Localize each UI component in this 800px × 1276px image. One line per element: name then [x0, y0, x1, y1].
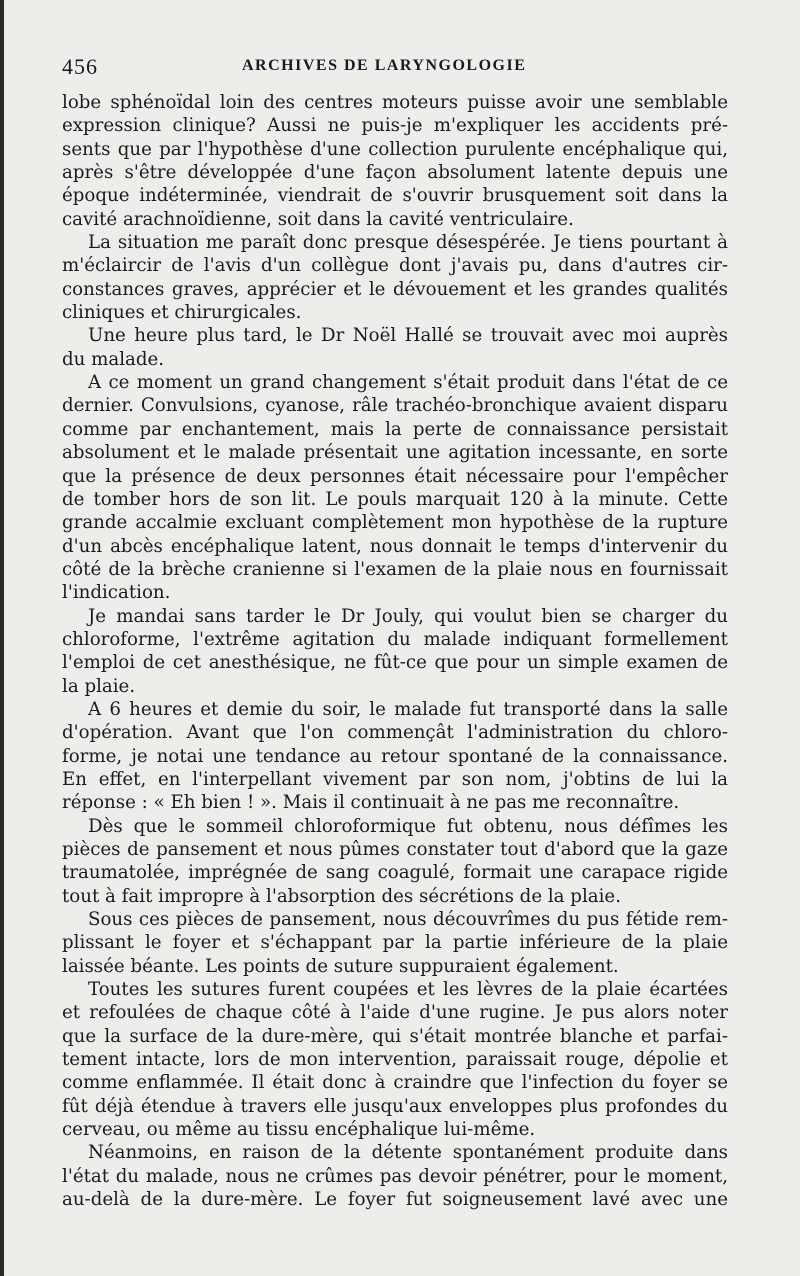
text-line: l'état du malade, nous ne crûmes pas devoir pénétrer, pour le moment, [62, 1165, 728, 1187]
text-line: Dès que le sommeil chloroformique fut obtenu, nous défîmes les [88, 815, 728, 837]
text-line: d'un abcès encéphalique latent, nous donnait le temps d'intervenir du [62, 535, 728, 557]
text-line: dernier. Convulsions, cyanose, râle trachéo-bronchique avaient disparu [62, 395, 728, 417]
text-line: et refoulées de chaque côté à l'aide d'une rugine. Je pus alors noter [62, 1002, 728, 1024]
text-line: comme enflammée. Il était donc à craindre que l'infection du foyer se [62, 1072, 728, 1094]
text-line: absolument et le malade présentait une agitation incessante, en sorte [62, 442, 728, 464]
text-line: Une heure plus tard, le Dr Noël Hallé se trouvait avec moi auprès [88, 325, 728, 347]
text-line: la plaie. [62, 675, 136, 697]
journal-title: ARCHIVES DE LARYNGOLOGIE [242, 57, 527, 74]
text-line: que la surface de la dure-mère, qui s'était montrée blanche et parfai- [62, 1025, 728, 1047]
text-line: tement intacte, lors de mon intervention, paraissait rouge, dépolie et [62, 1049, 728, 1071]
text-line: l'indication. [62, 582, 171, 604]
text-line: pièces de pansement et nous pûmes constater tout d'abord que la gaze [62, 839, 728, 860]
text-line: expression clinique? Aussi ne puis-je m'expliquer les accidents pré- [62, 115, 728, 137]
text-line: l'emploi de cet anesthésique, ne fût-ce que pour un simple examen de [62, 652, 728, 674]
body-text [62, 91, 728, 1212]
text-line: lobe sphénoïdal loin des centres moteurs puisse avoir une semblable [62, 92, 728, 113]
text-line: cavité arachnoïdienne, soit dans la cavité ventriculaire. [62, 208, 574, 230]
text-line: que la présence de deux personnes était nécessaire pour l'empêcher [62, 465, 728, 487]
page-number: 456 [62, 54, 98, 79]
text-line: forme, je notai une tendance au retour spontané de la connaissance. [62, 745, 728, 767]
text-line: de tomber hors de son lit. Le pouls marquait 120 à la minute. Cette [62, 488, 728, 510]
text-line: La situation me paraît donc presque désespérée. Je tiens pourtant à [88, 232, 728, 254]
text-line: Je mandai sans tarder le Dr Jouly, qui voulut bien se charger du [88, 605, 728, 627]
text-line: Sous ces pièces de pansement, nous découvrîmes du pus fétide rem- [88, 909, 728, 931]
text-line: fût déjà étendue à travers elle jusqu'aux enveloppes plus profondes du [62, 1095, 728, 1117]
text-line: cerveau, ou même au tissu encéphalique lui-même. [62, 1119, 536, 1141]
text-line: au-delà de la dure-mère. Le foyer fut soigneusement lavé avec une [62, 1189, 728, 1211]
text-line: d'opération. Avant que l'on commençât l'administration du chloro- [62, 722, 728, 744]
text-line: après s'être développée d'une façon absolument latente depuis une [62, 162, 728, 184]
text-line: sents que par l'hypothèse d'une collection purulente encéphalique qui, [62, 138, 728, 160]
text-line: A ce moment un grand changement s'était produit dans l'état de ce [88, 372, 728, 394]
text-line: traumatolée, imprégnée de sang coagulé, formait une carapace rigide [62, 862, 728, 884]
text-line: constances graves, apprécier et le dévouement et les grandes qualités [62, 278, 728, 300]
text-line: côté de la brèche cranienne si l'examen de la plaie nous en fournissait [62, 558, 728, 580]
text-line: A 6 heures et demie du soir, le malade fut transporté dans la salle [88, 698, 728, 720]
text-line: Néanmoins, en raison de la détente spontanément produite dans [88, 1142, 728, 1164]
text-line: comme par enchantement, mais la perte de connaissance persistait [62, 418, 728, 440]
text-line: plissant le foyer et s'échappant par la partie inférieure de la plaie [62, 932, 728, 954]
text-line: cliniques et chirurgicales. [62, 302, 302, 324]
text-line: époque indéterminée, viendrait de s'ouvrir brusquement soit dans la [62, 185, 728, 207]
page-edge-shadow [0, 0, 4, 1276]
text-line: laissée béante. Les points de suture suppuraient également. [62, 955, 619, 977]
text-line: Toutes les sutures furent coupées et les lèvres de la plaie écartées [88, 979, 728, 1001]
text-line: tout à fait impropre à l'absorption des sécrétions de la plaie. [62, 885, 621, 907]
text-line: m'éclaircir de l'avis d'un collègue dont j'avais pu, dans d'autres cir- [62, 255, 728, 277]
text-line: En effet, en l'interpellant vivement par son nom, j'obtins de lui la [62, 768, 728, 790]
running-header [62, 54, 752, 88]
text-line: réponse : « Eh bien ! ». Mais il continuait à ne pas me reconnaître. [62, 792, 680, 814]
text-line: chloroforme, l'extrême agitation du malade indiquant formellement [62, 628, 728, 650]
text-line: grande accalmie excluant complètement mon hypothèse de la rupture [62, 512, 728, 534]
text-line: du malade. [62, 348, 165, 370]
